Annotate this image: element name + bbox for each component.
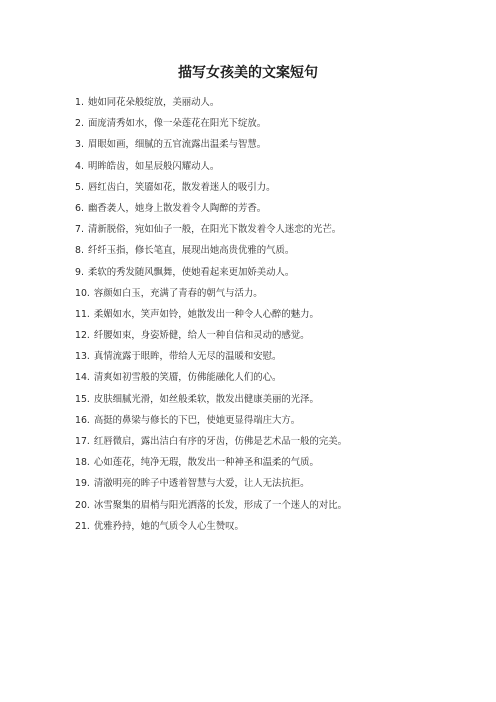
item-text: 柔软的秀发随风飘舞，使她看起来更加娇美动人。 [87, 266, 295, 278]
list-item [75, 516, 485, 537]
item-number: 5. [75, 181, 84, 193]
item-text: 明眸皓齿，如星辰般闪耀动人。 [87, 160, 220, 172]
list-item [75, 389, 485, 410]
item-number: 20. [75, 499, 90, 511]
item-number: 10. [75, 287, 90, 299]
item-text: 眉眼如画，细腻的五官流露出温柔与智慧。 [87, 139, 267, 151]
item-text: 她如同花朵般绽放，美丽动人。 [87, 97, 220, 108]
list-item [75, 156, 485, 177]
item-number: 21. [75, 520, 90, 532]
item-text: 容颜如白玉，充满了青春的朝气与活力。 [93, 287, 263, 299]
item-number: 6. [75, 202, 84, 214]
list-item [75, 283, 485, 304]
list-item [75, 177, 485, 198]
item-number: 15. [75, 393, 90, 405]
list-item [75, 495, 485, 516]
item-text: 冰雪聚集的眉梢与阳光洒落的长发，形成了一个迷人的对比。 [93, 499, 348, 511]
item-text: 清澈明亮的眸子中透着智慧与大爱，让人无法抗拒。 [93, 478, 310, 490]
item-number: 12. [75, 330, 90, 342]
list-item [75, 219, 485, 240]
item-number: 2. [75, 118, 84, 130]
item-text: 优雅矜持，她的气质令人心生赞叹。 [93, 520, 244, 532]
item-text: 唇红齿白，笑靥如花，散发着迷人的吸引力。 [87, 181, 276, 193]
item-number: 3. [75, 139, 84, 151]
list-item [75, 325, 485, 346]
list-item [75, 304, 485, 325]
item-text: 幽香袭人，她身上散发着令人陶醉的芳香。 [87, 202, 267, 214]
item-number: 14. [75, 372, 90, 384]
list-item [75, 367, 485, 388]
list-item [75, 410, 485, 431]
list-item [75, 346, 485, 367]
item-number: 18. [75, 457, 90, 469]
item-number: 8. [75, 245, 84, 257]
item-number: 9. [75, 266, 84, 278]
item-text: 纤纤玉指，修长笔直，展现出她高贵优雅的气质。 [87, 245, 295, 257]
item-text: 柔媚如水，笑声如铃，她散发出一种令人心醉的魅力。 [93, 308, 319, 320]
item-number: 19. [75, 478, 90, 490]
item-text: 纤腰如束，身姿矫健，给人一种自信和灵动的感觉。 [93, 330, 310, 342]
list-item [75, 134, 485, 155]
sentence-list [75, 92, 485, 537]
list-item [75, 198, 485, 219]
item-text: 红唇微启，露出洁白有序的牙齿，仿佛是艺术品一般的完美。 [93, 436, 348, 447]
list-item [75, 473, 485, 494]
item-text: 面庞清秀如水，像一朵莲花在阳光下绽放。 [87, 118, 267, 130]
item-text: 清新脱俗，宛如仙子一般，在阳光下散发着令人迷恋的光芒。 [87, 224, 342, 236]
item-number: 1. [75, 97, 84, 108]
item-number: 17. [75, 436, 90, 447]
item-text: 高挺的鼻梁与修长的下巴，使她更显得端庄大方。 [93, 414, 301, 426]
item-number: 4. [75, 160, 84, 172]
list-item [75, 92, 485, 113]
item-text: 心如莲花，纯净无瑕，散发出一种神圣和温柔的气质。 [93, 457, 319, 469]
document-title: 描写女孩美的文案短句 [178, 65, 318, 81]
item-number: 7. [75, 224, 84, 236]
item-text: 清爽如初雪般的笑靥，仿佛能融化人们的心。 [93, 372, 282, 384]
list-item [75, 240, 485, 261]
item-text: 皮肤细腻光滑，如丝般柔软，散发出健康美丽的光泽。 [93, 393, 319, 405]
list-item [75, 113, 485, 134]
list-item [75, 431, 485, 452]
item-number: 16. [75, 414, 90, 426]
item-number: 13. [75, 351, 90, 363]
item-text: 真情流露于眼眸，带给人无尽的温暖和安慰。 [93, 351, 282, 363]
item-number: 11. [75, 308, 90, 320]
list-item [75, 262, 485, 283]
list-item [75, 452, 485, 473]
